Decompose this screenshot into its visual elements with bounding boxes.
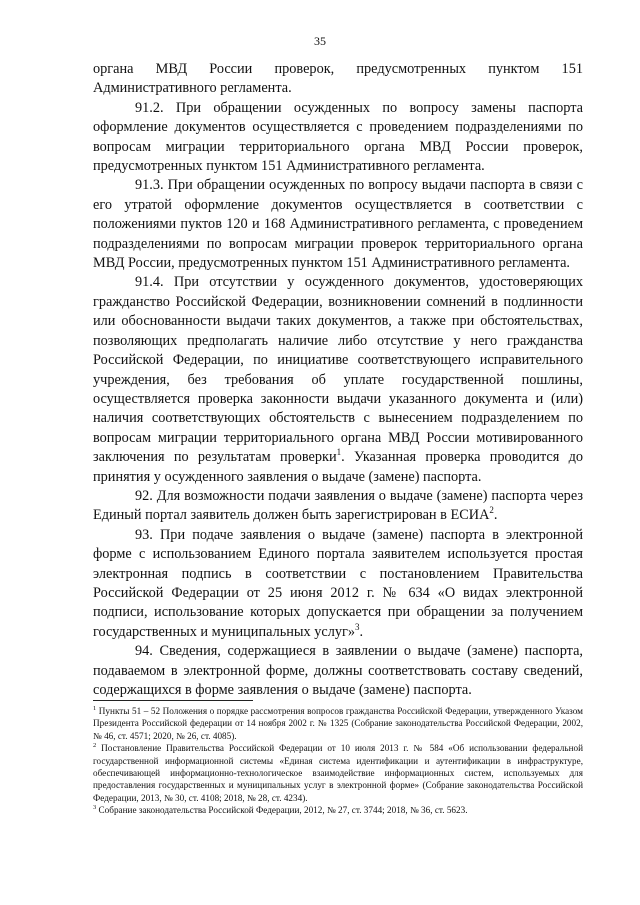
footnote-text: Пункты 51 – 52 Положения о порядке рассмотрения вопросов гражданства Российской Федерации, утвержденного Указом Президента Российской федерации от 14 ноября 2002 г. № 1325 (Собрание законодательства Российской Федерации, 2002, № 46, ст. 4571; 2020, № 26, ст. 4085). [93,706,583,741]
footnote-mark: 2 [93,742,97,750]
footnote-3 [93,804,583,816]
paragraph-text: 91.4. При отсутствии у осужденного документов, удостоверяющих гражданство Российской Федерации, возникновении сомнений в подлинности или обоснованности выдачи таких документов, а также при обстоятельствах, позволяющих предполагать наличие либо отсутствие у него гражданства Российской Федерации, по инициативе соответствующего исправительного учреждения, без требования об уплате государственной пошлины, осуществляется проверка законности выдачи указанного документа и (или) наличия соответствующих обстоятельств с вынесением подразделением по вопросам миграции территориального органа МВД России мотивированного заключения по результатам проверки [93,274,583,466]
paragraph-text: 91.3. При обращении осужденных по вопросу выдачи паспорта в связи с его утратой оформление документов осуществляется в соответствии с положениями пуктов 120 и 168 Административного регламента, с проведением подразделениями по вопросам миграции проверок территориального органа МВД России, предусмотренных пунктом 151 Административного регламента. [93,177,583,272]
paragraph-91-3 [93,176,583,273]
paragraph-text: 92. Для возможности подачи заявления о выдаче (замене) паспорта через Единый портал заявитель должен быть зарегистрирован в ЕСИА [93,487,583,524]
paragraph-text: . [359,623,364,640]
footnote-1 [93,705,583,742]
paragraph-93 [93,526,583,642]
paragraph-91-4 [93,273,583,486]
paragraph-92 [93,487,583,526]
footnote-ref-1[interactable]: 1 [336,447,342,458]
footnote-ref-2[interactable]: 2 [489,505,494,516]
footnotes [93,705,583,817]
footnote-mark: 1 [93,704,97,712]
footnote-divider [93,700,253,701]
footnote-text: Собрание законодательства Российской Федерации, 2012, № 27, ст. 3744; 2018, № 36, ст. 5623. [98,805,468,816]
footnote-ref-3[interactable]: 3 [355,622,360,633]
paragraph-text: . [493,507,498,524]
paragraph-94 [93,642,583,700]
paragraph-text: 91.2. При обращении осужденных по вопросу замены паспорта оформление документов осуществляется с проведением подразделениями по вопросам миграции территориального органа МВД России проверок, предусмотренных пунктом 151 Административного регламента. [93,99,583,175]
document-body [93,60,583,700]
footnote-text: Постановление Правительства Российской Федерации от 10 июля 2013 г. № 584 «Об использовании федеральной государственной информационной системы «Единая система идентификации и аутентификации в инфраструктуре, обеспечивающей информационно-технологическое взаимодействие информационных систем, используемых для предоставления государственных и муниципальных услуг в электронной форме» (Собрание законодательства Российской Федерации, 2013, № 30, ст. 4108; 2018, № 28, ст. 4234). [93,743,584,803]
page-number: 35 [314,34,326,48]
paragraph-text: . Указанная проверка проводится до принятия у осужденного заявления о выдаче (замене) паспорта. [93,449,583,485]
footnote-mark: 3 [93,804,97,812]
paragraph-text: 93. При подаче заявления о выдаче (замене) паспорта в электронной форме с использованием Единого портала заявителем используется простая электронная подпись в соответствии с постановлением Правительства Российской Федерации от 25 июня 2012 г. № 634 «О видах электронной подписи, использование которых допускается при обращении за получением государственных и муниципальных услуг» [93,526,583,640]
paragraph-text: 94. Сведения, содержащиеся в заявлении о выдаче (замене) паспорта, подаваемом в электронной форме, должны соответствовать составу сведений, содержащихся в форме заявления о выдаче (замене) паспорта. [93,643,583,698]
paragraph-text: органа МВД России проверок, предусмотренных пунктом 151 Административного регламента. [93,61,583,97]
footnote-2 [93,742,583,804]
paragraph-91-2 [93,99,583,177]
paragraph-continuation [93,60,583,99]
